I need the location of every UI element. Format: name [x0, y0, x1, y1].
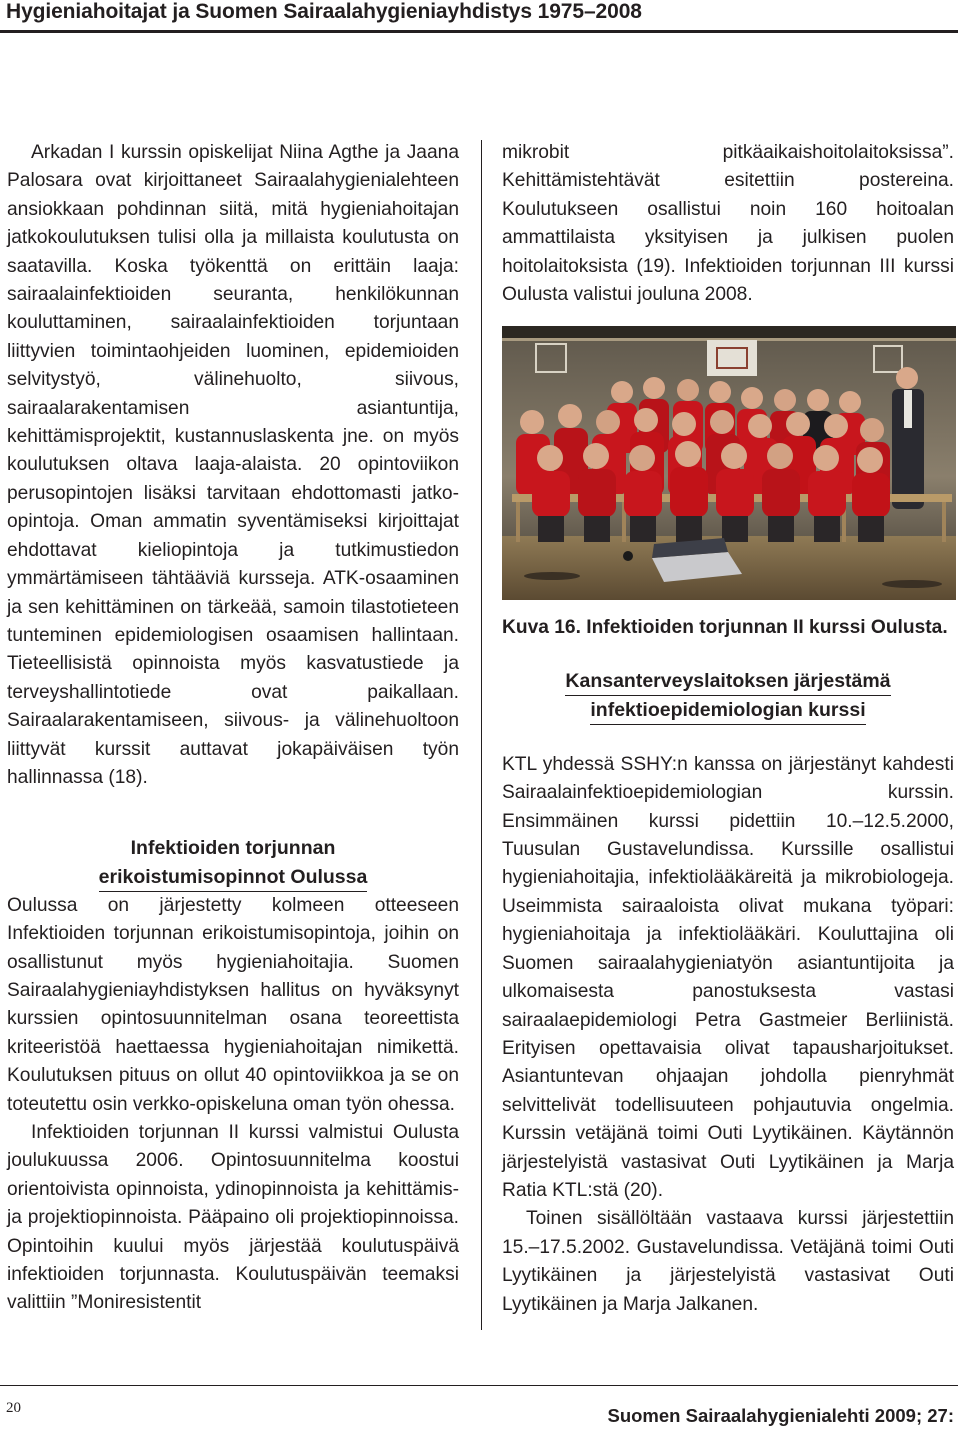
right-column [502, 139, 954, 1319]
group-photo [502, 326, 956, 600]
left-paragraph-3: Infektioiden torjunnan II kurssi valmistui Oulusta joulukuussa 2006. Opintosuunnitelma koostui orientoivista opinnoista, ydinopinnoista ja kehittämis- ja projektiopinnoista. Pääpaino oli projektiopinnoissa. Opintoihin kuului myös järjestää koulutuspäivä infektioiden torjunnasta. Koulutuspäivän teemaksi valittiin ”Moniresistentit [7, 1122, 459, 1314]
section-heading-ktl [502, 667, 954, 725]
right-paragraph-1: mikrobit pitkäaikaishoitolaitoksissa”. Kehittämistehtävät esitettiin postereina. Koulutukseen osallistui noin 160 hoitoalan ammattilaista yksityisen ja julkisen puolen hoitolaitoksista (19). Infektioiden torjunnan III kurssi Oulusta valistui jouluna 2008. [502, 142, 954, 306]
right-paragraph-2: KTL yhdessä SSHY:n kanssa on järjestänyt kahdesti Sairaalainfektioepidemiologian kurssin. Ensimmäinen kurssi pidettiin 10.–12.5.2000, Tuusulan Gustavelundissa. Kurssille osallistui hygieniahoitajia, infektiolääkäreitä ja mikrobiologeja. Useimmista sairaaloista olivat mukana työpari: hygieniahoitaja ja infektiolääkäri. Kouluttajina oli Suomen sairaalahygieniatyön asiantuntijoita ja ulkomaisesta panostuksesta vastasi sairaalaepidemiologi Petra Gastmeier Berliinistä. Erityisen opettavaisia olivat tapausharjoitukset. Asiantuntevan ohjaajan johdolla pienryhmät selvittelivät todellisuuteen pohjautuvia ongelmia. Kurssin vetäjänä toimi Outi Lyytikäinen. Käytännön järjestelyistä vastasivat Outi Lyytikäinen ja Marja Ratia KTL:stä (20). [502, 753, 954, 1201]
group-photo-image [502, 326, 956, 600]
page-number: 20 [6, 1400, 21, 1416]
section-heading-oulu-line-1: Infektioiden torjunnan [130, 837, 336, 860]
left-paragraph-2: Oulussa on järjestetty kolmeen otteeseen Infektioiden torjunnan erikoistumisopintoja, joihin on osallistunut myös hygieniahoitajia. Suomen Sairaalahygieniayhdistyksen hallitus on hyväksynyt kurssien opintosuunnitelman osana teoreettista kriteeristöä haettaessa hygieniahoitajan nimikettä. Koulutuksen pituus on ollut 40 opintoviikkoa ja se on toteutettu osin verkko-opiskeluna oman työn ohessa. [7, 894, 459, 1115]
section-heading-oulu-line-2: erikoistumisopinnot Oulussa [99, 864, 368, 892]
running-header-title: Hygieniahoitajat ja Suomen Sairaalahygieniayhdistys 1975–2008 [6, 0, 642, 23]
section-heading-oulu [7, 834, 459, 891]
column-divider [481, 140, 482, 1330]
running-header [0, 0, 960, 26]
journal-citation: Suomen Sairaalahygienialehti 2009; 27: [607, 1405, 954, 1426]
section-heading-ktl-line-1: Kansanterveyslaitoksen järjestämä [565, 668, 890, 696]
right-paragraph-3: Toinen sisällöltään vastaava kurssi järjestettiin 15.–17.5.2002. Gustavelundissa. Vetäjänä toimi Outi Lyytikäinen ja järjestelyistä vastasivat Outi Lyytikäinen ja Marja Jalkanen. [502, 1208, 954, 1315]
photo-caption: Kuva 16. Infektioiden torjunnan II kurssi Oulusta. [502, 617, 948, 639]
left-paragraph-1: Arkadan I kurssin opiskelijat Niina Agthe ja Jaana Palosara ovat kirjoittaneet Sairaalahygienialehteen ansiokkaan pohdinnan siitä, mitä hygieniahoitajan jatkokoulutuksen tulisi olla ja millaista koulutusta on saatavilla. Koska työkenttä on erittäin laaja: sairaalainfektioiden seuranta, henkilökunnan kouluttaminen, sairaalainfektioiden torjuntaan liittyvien toimintaohjeiden luominen, epidemioiden selvitystyö, välinehuolto, siivous, sairaalarakentamisen asiantuntija, kehittämisprojektit, kustannuslaskenta jne. on myös koulutuksen oltava laaja-alaista. 20 opintoviikon perusopintojen lisäksi tarvitaan ehdottomasti jatko-opintoja. Oman ammatin syventämiseksi kirjoittajat ehdottavat kieliopintoja ja tutkimustiedon ymmärtämiseen tähtääviä kursseja. ATK-osaaminen ja sen kehittäminen on tärkeää, samoin tilastotieteen tunteminen epidemiologisen osaamisen hallintaan. Tieteellisistä opinnoista myös kasvatustiede ja terveyshallintotiede ovat paikallaan. Sairaalarakentamiseen, siivous- ja välinehuoltoon liittyvät kurssit auttavat jokapäiväisen työn hallinnassa (18). [7, 142, 459, 788]
footer-rule [0, 1385, 958, 1386]
section-heading-ktl-line-2: infektioepidemiologian kurssi [590, 697, 865, 725]
left-column [7, 139, 459, 1318]
header-rule [0, 30, 958, 33]
